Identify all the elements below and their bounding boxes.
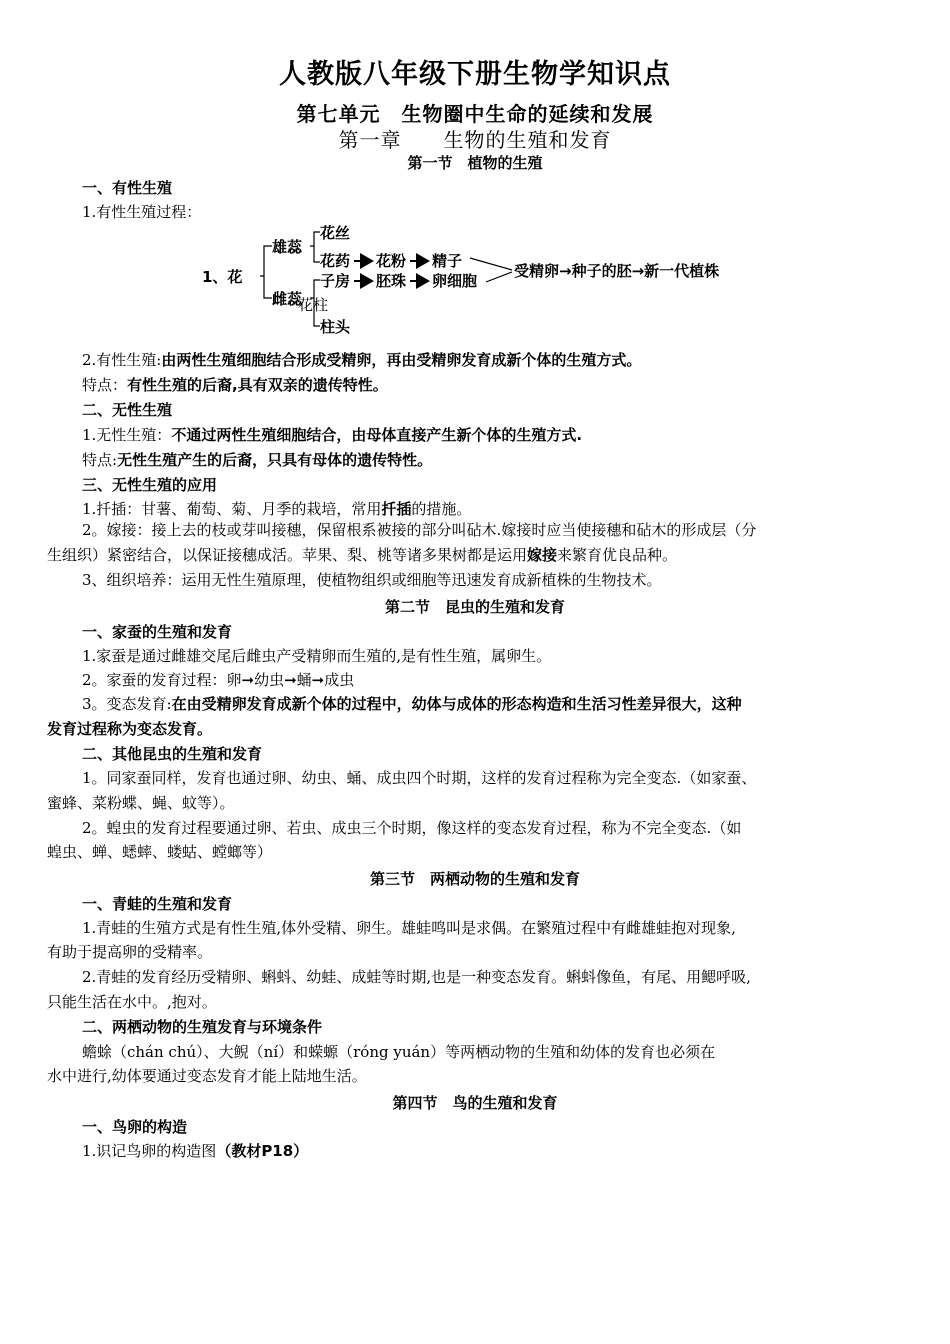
s2-paragraph-1: 1.家蚕是通过雌雄交尾后雌虫产受精卵而生殖的,是有性生殖，属卵生。 bbox=[82, 647, 552, 665]
s1-paragraph-5 bbox=[82, 450, 432, 470]
s1-subheading-1: 一、有性生殖 bbox=[82, 179, 173, 197]
text-bold: 扦插 bbox=[381, 500, 412, 518]
chapter-heading: 第一章 生物的生殖和发育 bbox=[338, 128, 612, 152]
section-4-heading: 第四节 鸟的生殖和发育 bbox=[392, 1094, 558, 1112]
text: 1.扦插：甘薯、葡萄、菊、月季的栽培，常用 bbox=[82, 500, 382, 518]
s1-paragraph-8: 3、组织培养：运用无性生殖原理，使植物组织或细胞等迅速发育成新植株的生物技术。 bbox=[82, 571, 662, 589]
diagram-result: 受精卵→种子的胚→新一代植株 bbox=[514, 262, 720, 280]
brace-stamen bbox=[310, 232, 320, 262]
s4-paragraph-1 bbox=[82, 1141, 308, 1161]
s3-paragraph-3-line-1: 蟾蜍（chán chú）、大鲵（ní）和蝾螈（róng yuán）等两栖动物的生殖和幼体的发育也必须在 bbox=[82, 1043, 716, 1061]
diagram-ovary: 子房 bbox=[320, 272, 351, 290]
s3-paragraph-2-line-1: 2.青蛙的发育经历受精卵、蝌蚪、幼蛙、成蛙等时期,也是一种变态发育。蝌蚪像鱼，有尾、用鳃呼吸, bbox=[82, 968, 751, 986]
label: 特点: bbox=[82, 451, 118, 469]
s1-paragraph-6 bbox=[82, 499, 471, 519]
diagram-ovule: 胚珠 bbox=[376, 272, 407, 290]
section-2-heading: 第二节 昆虫的生殖和发育 bbox=[384, 598, 565, 616]
s2-paragraph-2: 2。家蚕的发育过程：卵➞幼虫➞蛹➞成虫 bbox=[82, 671, 355, 689]
diagram-stamen: 雄蕊 bbox=[272, 238, 303, 256]
diagram-pistil: 雌蕊 bbox=[272, 290, 303, 308]
s3-subheading-1: 一、青蛙的生殖和发育 bbox=[82, 895, 233, 913]
reference: （教材P18） bbox=[216, 1142, 309, 1160]
unit-heading: 第七单元 生物圈中生命的延续和发展 bbox=[296, 102, 654, 126]
s1-paragraph-2 bbox=[82, 350, 641, 370]
text: 来繁育优良品种。 bbox=[557, 546, 678, 564]
text-bold: 嫁接 bbox=[527, 546, 558, 564]
s1-paragraph-4 bbox=[82, 425, 582, 445]
s2-subheading-2: 二、其他昆虫的生殖和发育 bbox=[82, 745, 263, 763]
definition: 在由受精卵发育成新个体的过程中，幼体与成体的形态构造和生活习性差异很大，这种 bbox=[171, 695, 742, 713]
s3-subheading-2: 二、两栖动物的生殖发育与环境条件 bbox=[82, 1018, 323, 1036]
definition: 无性生殖产生的后裔，只具有母体的遗传特性。 bbox=[117, 451, 433, 469]
s2-paragraph-4-line-2: 蜜蜂、菜粉蝶、蝇、蚊等）。 bbox=[47, 794, 235, 812]
label: 1.识记鸟卵的构造图 bbox=[82, 1142, 217, 1160]
definition: 有性生殖的后裔,具有双亲的遗传特性。 bbox=[127, 376, 388, 394]
sexual-reproduction-diagram bbox=[190, 218, 810, 338]
s3-paragraph-1-line-2: 有助于提高卵的受精率。 bbox=[47, 943, 213, 961]
diagram-egg: 卵细胞 bbox=[432, 272, 478, 290]
label: 1.无性生殖： bbox=[82, 426, 172, 444]
diagram-flower: 1、花 bbox=[202, 268, 243, 286]
diagram-sperm: 精子 bbox=[432, 252, 463, 270]
s3-paragraph-2-line-2: 只能生活在水中。,抱对。 bbox=[47, 993, 217, 1011]
s2-paragraph-5-line-2: 蝗虫、蝉、蟋蟀、蝼蛄、螳螂等） bbox=[47, 843, 273, 861]
s4-subheading-1: 一、鸟卵的构造 bbox=[82, 1118, 188, 1136]
diagram-anther: 花药 bbox=[320, 252, 351, 270]
label: 2.有性生殖: bbox=[82, 351, 162, 369]
diagram-pollen: 花粉 bbox=[376, 252, 407, 270]
document-title: 人教版八年级下册生物学知识点 bbox=[279, 59, 671, 90]
label: 3。变态发育: bbox=[82, 695, 172, 713]
s2-paragraph-5-line-1: 2。蝗虫的发育过程要通过卵、若虫、成虫三个时期，像这样的变态发育过程，称为不完全变态.（如 bbox=[82, 819, 742, 837]
section-1-heading: 第一节 植物的生殖 bbox=[407, 154, 543, 172]
s1-paragraph-7-line-2 bbox=[47, 545, 677, 565]
label: 特点： bbox=[82, 376, 128, 394]
s1-subheading-2: 二、无性生殖 bbox=[82, 401, 173, 419]
s1-paragraph-3 bbox=[82, 375, 388, 395]
brace-flower bbox=[260, 246, 272, 298]
diagram-style: 花柱 bbox=[298, 296, 329, 314]
text: 生组织）紧密结合，以保证接穗成活。苹果、梨、桃等诸多果树都是运用 bbox=[47, 546, 528, 564]
diagram-stigma: 柱头 bbox=[320, 318, 351, 336]
s2-paragraph-4-line-1: 1。同家蚕同样，发育也通过卵、幼虫、蛹、成虫四个时期，这样的发育过程称为完全变态.（如家蚕、 bbox=[82, 769, 757, 787]
text: 的措施。 bbox=[411, 500, 472, 518]
s1-paragraph-1: 1.有性生殖过程： bbox=[82, 203, 202, 221]
s3-paragraph-1-line-1: 1.青蛙的生殖方式是有性生殖,体外受精、卵生。雄蛙鸣叫是求偶。在繁殖过程中有雌雄蛙抱对现象, bbox=[82, 919, 736, 937]
s2-paragraph-3-line-1 bbox=[82, 694, 742, 714]
definition: 不通过两性生殖细胞结合，由母体直接产生新个体的生殖方式. bbox=[171, 426, 583, 444]
s3-paragraph-3-line-2: 水中进行,幼体要通过变态发育才能上陆地生活。 bbox=[47, 1067, 367, 1085]
s1-paragraph-7-line-1: 2。嫁接：接上去的枝或芽叫接穗，保留根系被接的部分叫砧木.嫁接时应当使接穗和砧木的形成层（分 bbox=[82, 521, 757, 539]
s2-subheading-1: 一、家蚕的生殖和发育 bbox=[82, 623, 233, 641]
s1-subheading-3: 三、无性生殖的应用 bbox=[82, 476, 218, 494]
s2-paragraph-3-line-2: 发育过程称为变态发育。 bbox=[47, 720, 213, 738]
diagram-filament: 花丝 bbox=[320, 224, 351, 242]
section-3-heading: 第三节 两栖动物的生殖和发育 bbox=[369, 870, 580, 888]
definition: 由两性生殖细胞结合形成受精卵，再由受精卵发育成新个体的生殖方式。 bbox=[161, 351, 642, 369]
